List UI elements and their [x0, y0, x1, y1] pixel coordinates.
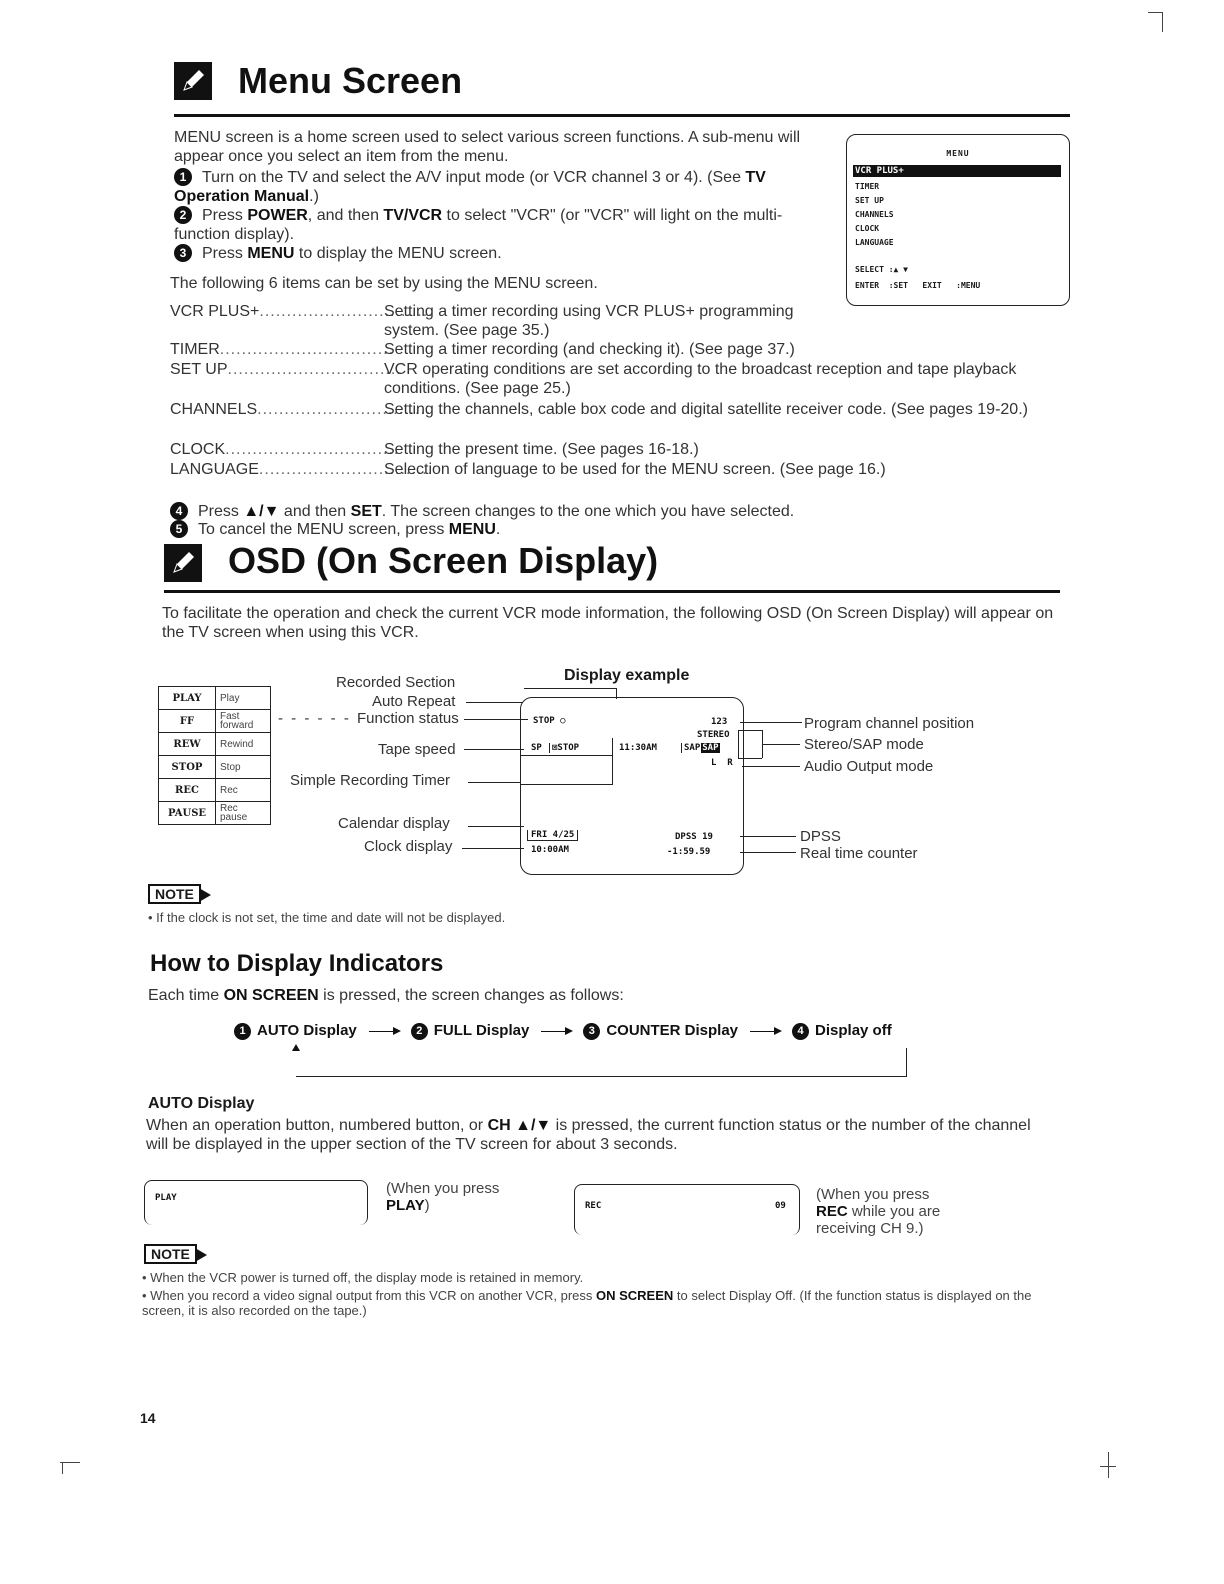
label-program-channel: Program channel position	[804, 715, 975, 732]
section-rule	[164, 590, 1060, 593]
crop-mark	[1162, 12, 1163, 32]
menu-item-vcr-plus: VCR PLUS+................................ Setting a timer recording using VCR PLUS+ programming system. (See page 35.)	[170, 303, 794, 339]
osd-channel: 123	[711, 717, 728, 727]
label-tape-speed: Tape speed	[378, 741, 456, 758]
arrow-up-icon	[292, 1044, 300, 1051]
crop-mark	[1148, 12, 1162, 13]
menu-box-select: SELECT :▲ ▼	[855, 265, 908, 274]
menu-box-enter: ENTER :SET EXIT :MENU	[855, 281, 981, 290]
step-number: 3	[174, 244, 192, 262]
menu-step-1: 1 Turn on the TV and select the A/V input mode (or VCR channel 3 or 4). (See TV Operation Manual.)	[174, 169, 766, 205]
example-caption-rec: (When you press REC while you are receiving CH 9.)	[816, 1186, 941, 1237]
label-audio-output: Audio Output mode	[804, 758, 934, 775]
mode-row: PLAY Play	[159, 687, 271, 710]
menu-box-items: TIMER SET UP CHANNELS CLOCK LANGUAGE	[855, 182, 894, 247]
mode-row: FF Fast forward	[159, 710, 271, 733]
arrow-right-icon	[199, 888, 211, 902]
seq-off: 4 Display off	[792, 1022, 892, 1039]
menu-screen-box	[846, 134, 1070, 306]
sequence-loop-line	[296, 1048, 907, 1077]
step-number: 1	[174, 168, 192, 186]
arrow-right-icon	[369, 1031, 399, 1032]
label-stereo-sap: Stereo/SAP mode	[804, 736, 924, 753]
page-number: 14	[140, 1410, 156, 1426]
mode-row: REC Rec	[159, 779, 271, 802]
display-example-heading: Display example	[564, 667, 690, 684]
arrow-right-icon	[750, 1031, 780, 1032]
menu-item-timer: TIMER................................ Setting a timer recording (and checking it). (See page 37.)	[170, 341, 795, 358]
seq-full: 2 FULL Display	[411, 1022, 530, 1039]
step-number: 4	[170, 502, 188, 520]
indicators-note-1: • When the VCR power is turned off, the display mode is retained in memory.	[142, 1270, 584, 1285]
osd-sp: SP	[531, 743, 542, 753]
arrow-right-icon	[195, 1248, 207, 1262]
indicators-note-2: • When you record a video signal output from this VCR on another VCR, press ON SCREEN to select Display Off. (If the function status is displayed on the screen, it is also recorded on the tape.)	[142, 1288, 1032, 1318]
arrow-right-icon	[541, 1031, 571, 1032]
pencil-icon	[164, 544, 202, 582]
menu-step-2: 2 Press POWER, and then TV/VCR to select "VCR" (or "VCR" will light on the multi-function display).	[174, 207, 783, 243]
label-calendar: Calendar display	[338, 815, 450, 832]
recorded-section-bracket	[524, 688, 617, 699]
label-auto-repeat: Auto Repeat	[372, 693, 456, 710]
label-clock: Clock display	[364, 838, 453, 855]
menu-item-channels: CHANNELS................................ Setting the channels, cable box code and digital satellite receiver code. (See pages 19-20.)	[170, 401, 1028, 418]
label-real-time-counter: Real time counter	[800, 845, 918, 862]
seq-auto: 1 AUTO Display	[234, 1022, 357, 1039]
osd-note: • If the clock is not set, the time and date will not be displayed.	[148, 910, 506, 925]
label-function-status: - - - - - - Function status	[278, 710, 459, 727]
menu-items-list	[170, 302, 1065, 492]
step-number: 5	[170, 520, 188, 538]
menu-item-clock: CLOCK................................ Setting the present time. (See pages 16-18.)	[170, 441, 699, 458]
example-screen-rec	[574, 1184, 800, 1235]
section-rule	[174, 114, 1070, 117]
menu-step-3: 3 Press MENU to display the MENU screen.	[174, 244, 829, 263]
note-badge: NOTE	[144, 1244, 207, 1264]
mode-table	[158, 686, 271, 825]
menu-intro: MENU screen is a home screen used to select various screen functions. A sub-menu will appear once you select an item from the menu.	[174, 129, 801, 165]
example-screen-play	[144, 1180, 368, 1225]
indicators-intro: Each time ON SCREEN is pressed, the screen changes as follows:	[148, 987, 624, 1004]
osd-title: OSD (On Screen Display)	[228, 540, 659, 581]
indicators-title: How to Display Indicators	[150, 950, 444, 977]
step-number: 2	[174, 206, 192, 224]
osd-time: 11:30AM	[619, 743, 657, 753]
osd-dpss: DPSS 19	[675, 832, 713, 842]
osd-stereo: STEREO	[697, 730, 730, 740]
menu-item-set-up: SET UP................................ VCR operating conditions are set according to the broadcast reception and tape playback conditions. (See page 25.)	[170, 361, 1017, 397]
example-caption-play: (When you press PLAY)	[386, 1180, 500, 1214]
mode-row: PAUSE Rec pause	[159, 802, 271, 825]
osd-stop: STOP ○	[533, 716, 566, 726]
label-recorded-section: Recorded Section	[336, 674, 456, 691]
osd-rec: REC	[585, 1201, 602, 1211]
osd-clock: 10:00AM	[531, 845, 569, 855]
display-example-screen	[520, 697, 744, 875]
menu-step-5: 5 To cancel the MENU screen, press MENU.	[170, 520, 1060, 539]
osd-play: PLAY	[155, 1193, 177, 1203]
mode-row: STOP Stop	[159, 756, 271, 779]
note-badge: NOTE	[148, 884, 211, 904]
osd-date: FRI 4/25	[527, 830, 578, 841]
menu-box-item-vcr-plus: VCR PLUS+	[853, 165, 1061, 177]
seq-counter: 3 COUNTER Display	[583, 1022, 738, 1039]
label-simple-timer: Simple Recording Timer	[290, 772, 451, 789]
auto-display-text: When an operation button, numbered button, or CH ▲/▼ is pressed, the current function status or the number of the channel will be displayed in the upper section of the TV screen for about 3 seconds.	[146, 1117, 1031, 1153]
menu-item-language: LANGUAGE................................ Selection of language to be used for the MENU screen. (See page 16.)	[170, 461, 886, 478]
auto-display-heading: AUTO Display	[148, 1095, 255, 1112]
menu-box-title: MENU	[946, 149, 970, 158]
mode-row: REW Rewind	[159, 733, 271, 756]
menu-screen-title: Menu Screen	[238, 60, 463, 101]
menu-step-4: 4 Press ▲/▼ and then SET. The screen changes to the one which you have selected.	[170, 502, 1060, 521]
display-sequence	[234, 1022, 892, 1040]
osd-sap: SAP SAP	[681, 743, 720, 753]
osd-rec-channel: 09	[775, 1201, 786, 1211]
pencil-icon	[174, 62, 212, 100]
crop-mark	[1108, 1452, 1109, 1478]
osd-counter: -1:59.59	[667, 847, 711, 857]
crop-mark	[60, 1462, 80, 1463]
osd-lr: L R	[711, 758, 733, 768]
label-dpss: DPSS	[800, 828, 841, 845]
osd-intro: To facilitate the operation and check the current VCR mode information, the following OSD (On Screen Display) will appear on the TV screen when using this VCR.	[162, 605, 1054, 641]
crop-mark	[62, 1462, 63, 1474]
menu-following: The following 6 items can be set by using the MENU screen.	[170, 275, 598, 292]
osd-timer-stop: ⊠STOP	[549, 743, 579, 753]
